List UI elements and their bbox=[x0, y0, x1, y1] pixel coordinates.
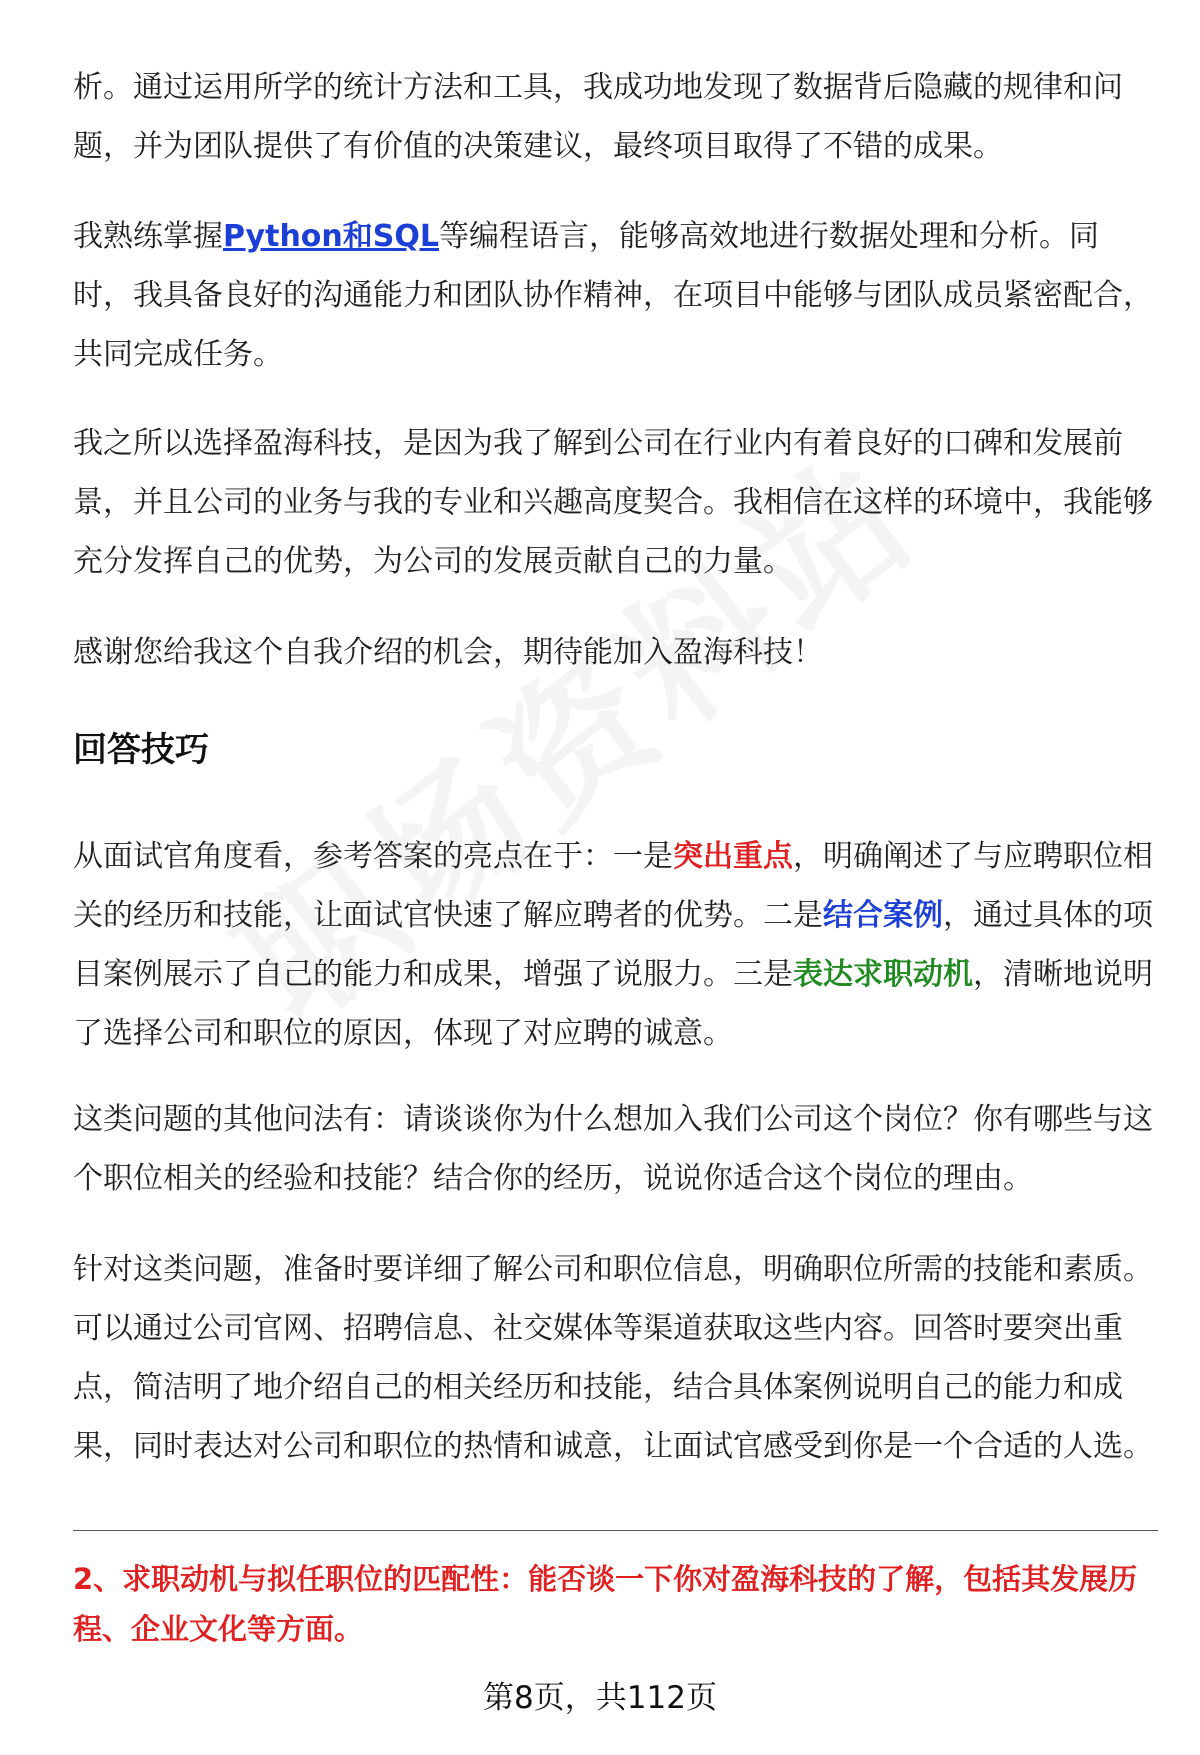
page-number-footer: 第8页，共112页 bbox=[483, 1680, 717, 1716]
paragraph-alternative-questions: 这类问题的其他问法有：请谈谈你为什么想加入我们公司这个岗位？你有哪些与这个职位相关的经验和技能？结合你的经历，说说你适合这个岗位的理由。 bbox=[73, 1102, 1153, 1196]
tips-text-3: ，通过具体的项目案例展示了自己的能力和成果，增强了说服力。三是 bbox=[73, 898, 1153, 992]
highlight-case-examples: 结合案例 bbox=[823, 898, 943, 933]
python-sql-link[interactable]: Python和SQL bbox=[223, 219, 439, 254]
next-question-title: 2、求职动机与拟任职位的匹配性：能否谈一下你对盈海科技的了解，包括其发展历程、企业文化等方面。 bbox=[73, 1562, 1138, 1646]
highlight-job-motivation: 表达求职动机 bbox=[793, 957, 973, 992]
highlight-key-points: 突出重点 bbox=[673, 839, 793, 874]
tips-text-1: 从面试官角度看，参考答案的亮点在于：一是 bbox=[73, 839, 673, 874]
paragraph-skills bbox=[73, 207, 1158, 384]
tips-text-2: ，明确阐述了与应聘职位相关的经历和技能，让面试官快速了解应聘者的优势。二是 bbox=[73, 839, 1153, 933]
paragraph-skills-text-before: 我熟练掌握 bbox=[73, 219, 223, 254]
section-heading-answer-tips: 回答技巧 bbox=[73, 730, 209, 770]
paragraph-thanks: 感谢您给我这个自我介绍的机会，期待能加入盈海科技！ bbox=[73, 635, 823, 670]
paragraph-preparation-advice: 针对这类问题，准备时要详细了解公司和职位信息，明确职位所需的技能和素质。可以通过公司官网、招聘信息、社交媒体等渠道获取这些内容。回答时要突出重点，简洁明了地介绍自己的相关经历和技能，结合具体案例说明自己的能力和成果，同时表达对公司和职位的热情和诚意，让面试官感受到你是一个合适的人选。 bbox=[73, 1252, 1153, 1464]
section-divider bbox=[73, 1530, 1158, 1531]
tips-text-4: ，清晰地说明了选择公司和职位的原因，体现了对应聘的诚意。 bbox=[73, 957, 1153, 1051]
paragraph-skills-text-after: 等编程语言，能够高效地进行数据处理和分析。同时，我具备良好的沟通能力和团队协作精神，在项目中能够与团队成员紧密配合，共同完成任务。 bbox=[73, 219, 1153, 372]
paragraph-company-choice: 我之所以选择盈海科技，是因为我了解到公司在行业内有着良好的口碑和发展前景，并且公司的业务与我的专业和兴趣高度契合。我相信在这样的环境中，我能够充分发挥自己的优势，为公司的发展贡献自己的力量。 bbox=[73, 426, 1153, 579]
paragraph-tips-highlights bbox=[73, 827, 1158, 1063]
paragraph-intro-continued: 析。通过运用所学的统计方法和工具，我成功地发现了数据背后隐藏的规律和问题，并为团队提供了有价值的决策建议，最终项目取得了不错的成果。 bbox=[73, 70, 1123, 164]
